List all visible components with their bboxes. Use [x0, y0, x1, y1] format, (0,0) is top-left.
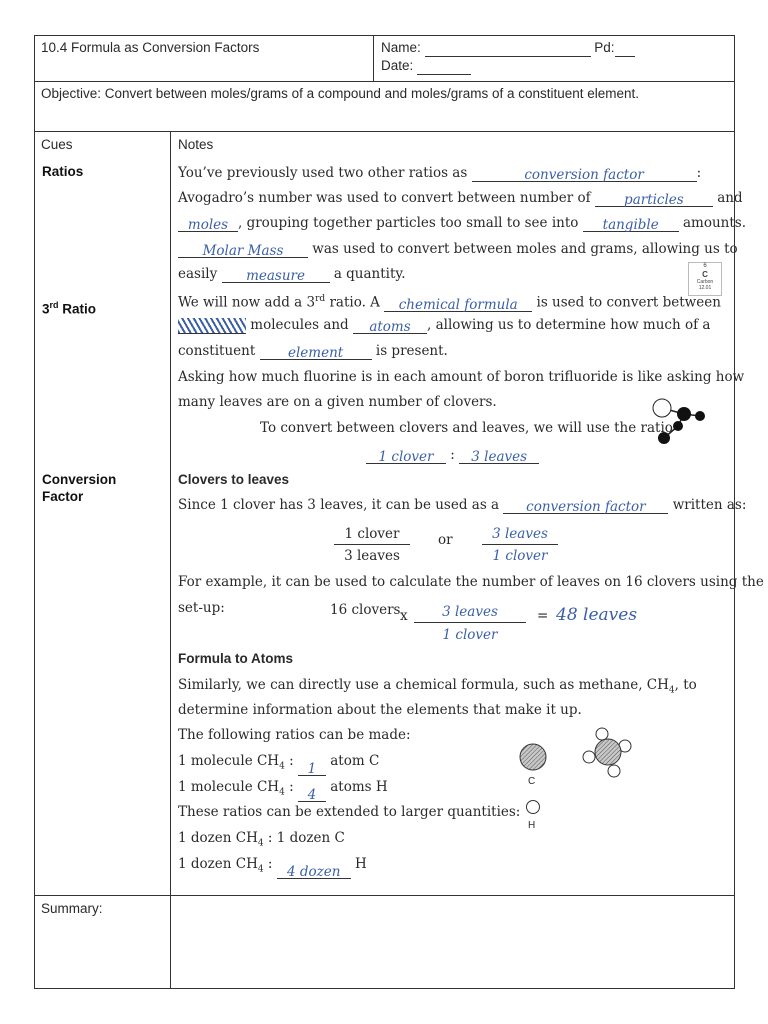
notes-line-12: 1 clover : 3 leaves	[366, 446, 539, 464]
carbon-atom-icon	[518, 742, 548, 772]
notes-header: Notes	[178, 137, 214, 152]
answer-blank[interactable]: conversion factor	[472, 166, 697, 182]
notes-line-17: determine information about the elements that make it up.	[178, 702, 582, 718]
notes-line-10: many leaves are on a given number of clovers.	[178, 394, 497, 410]
answer-blank[interactable]: atoms	[353, 318, 427, 334]
fraction-clover-over-leaves: 1 clover 3 leaves	[334, 524, 410, 567]
hydrogen-atom-icon	[525, 799, 541, 815]
notes-line-6: We will now add a 3rd ratio. A chemical formula is used to convert between	[178, 294, 721, 313]
answer-blank[interactable]: 3 leaves	[459, 448, 539, 464]
ratio-line-4: 1 dozen $CH_4$ : 4 dozen H	[178, 856, 367, 880]
name-blank[interactable]	[425, 41, 591, 57]
notes-line-8: constituent element is present.	[178, 343, 448, 361]
cue-ratios: Ratios	[42, 164, 84, 179]
summary-label: Summary:	[41, 901, 103, 916]
notes-line-3: moles , grouping together particles too small to see into tangible amounts.	[178, 214, 746, 232]
objective: Objective: Convert between moles/grams of a compound and moles/grams of a constituent element.	[41, 86, 640, 101]
or-label: or	[438, 532, 453, 548]
pd-label: Pd:	[594, 40, 615, 55]
divider	[34, 131, 735, 132]
scribbled-answer[interactable]	[178, 318, 246, 334]
notes-line-5: easily measure a quantity.	[178, 266, 406, 284]
date-field[interactable]	[381, 57, 471, 75]
setup-answer[interactable]: 48 leaves	[556, 605, 638, 625]
divider	[34, 81, 735, 82]
name-field[interactable]	[381, 39, 635, 57]
cue-third-ratio: 3rd Ratio	[42, 300, 97, 317]
divider	[170, 131, 171, 989]
answer-blank[interactable]: particles	[595, 191, 713, 207]
notes-line-14: For example, it can be used to calculate the number of leaves on 16 clovers using the	[178, 574, 764, 590]
answer-blank[interactable]: 1	[298, 760, 326, 776]
notes-line-13: Since 1 clover has 3 leaves, it can be used as a conversion factor written as:	[178, 497, 747, 515]
date-label: Date:	[381, 58, 414, 73]
notes-line-16: Similarly, we can directly use a chemical formula, such as methane, $CH_4$, to	[178, 677, 697, 696]
ratio-line-3: 1 dozen $CH_4$ : 1 dozen C	[178, 830, 345, 849]
cue-conversion-factor: Conversion Factor	[42, 472, 117, 504]
answer-blank[interactable]: element	[260, 344, 372, 360]
date-blank[interactable]	[417, 59, 471, 75]
answer-blank[interactable]: 1 clover	[366, 448, 446, 464]
answer-blank[interactable]: moles	[178, 216, 238, 232]
answer-blank[interactable]: tangible	[583, 216, 679, 232]
answer-blank[interactable]: 4	[298, 786, 326, 802]
worksheet-title: 10.4 Formula as Conversion Factors	[41, 40, 260, 55]
ratio-line-1: 1 molecule $CH_4$ : 1 atom C	[178, 753, 380, 777]
clovers-to-leaves-heading: Clovers to leaves	[178, 472, 290, 487]
setup-equals: =	[537, 608, 549, 624]
ratio-line-2: 1 molecule $CH_4$ : 4 atoms H	[178, 779, 388, 803]
setup-quantity: 16 clovers	[330, 602, 401, 618]
pd-blank[interactable]	[615, 41, 635, 57]
notes-line-1: You’ve previously used two other ratios as conversion factor :	[178, 165, 702, 183]
setup-conversion-factor[interactable]: 3 leaves 1 clover	[414, 602, 526, 647]
answer-blank[interactable]: chemical formula	[384, 296, 532, 312]
notes-line-9: Asking how much fluorine is in each amount of boron trifluoride is like asking how	[178, 369, 745, 385]
name-label: Name:	[381, 40, 421, 55]
divider	[373, 35, 374, 81]
notes-line-15: set-up:	[178, 600, 225, 616]
answer-blank[interactable]: Molar Mass	[178, 242, 308, 258]
notes-line-2: Avogadro’s number was used to convert between number of particles and	[178, 190, 743, 208]
hydrogen-label: H	[528, 820, 536, 831]
notes-line-18: The following ratios can be made:	[178, 727, 411, 743]
carbon-label: C	[528, 776, 536, 787]
notes-line-11: To convert between clovers and leaves, we will use the ratio	[260, 420, 673, 436]
answer-blank[interactable]: measure	[222, 267, 330, 283]
fraction-leaves-over-clover[interactable]: 3 leaves 1 clover	[482, 524, 558, 567]
notes-line-19: These ratios can be extended to larger quantities:	[178, 804, 521, 820]
summary-field[interactable]	[171, 896, 734, 988]
methane-molecule-icon	[580, 726, 636, 782]
formula-to-atoms-heading: Formula to Atoms	[178, 651, 294, 666]
cues-header: Cues	[41, 137, 73, 152]
carbon-periodic-tile: 6 C Carbon 12.01	[688, 262, 722, 296]
notes-line-7: molecules and atoms , allowing us to determine how much of a	[178, 316, 710, 334]
notes-line-4: Molar Mass was used to convert between moles and grams, allowing us to	[178, 240, 738, 258]
setup-times: x	[400, 608, 408, 624]
answer-blank[interactable]: 4 dozen	[277, 863, 351, 879]
answer-blank[interactable]: conversion factor	[503, 498, 668, 514]
